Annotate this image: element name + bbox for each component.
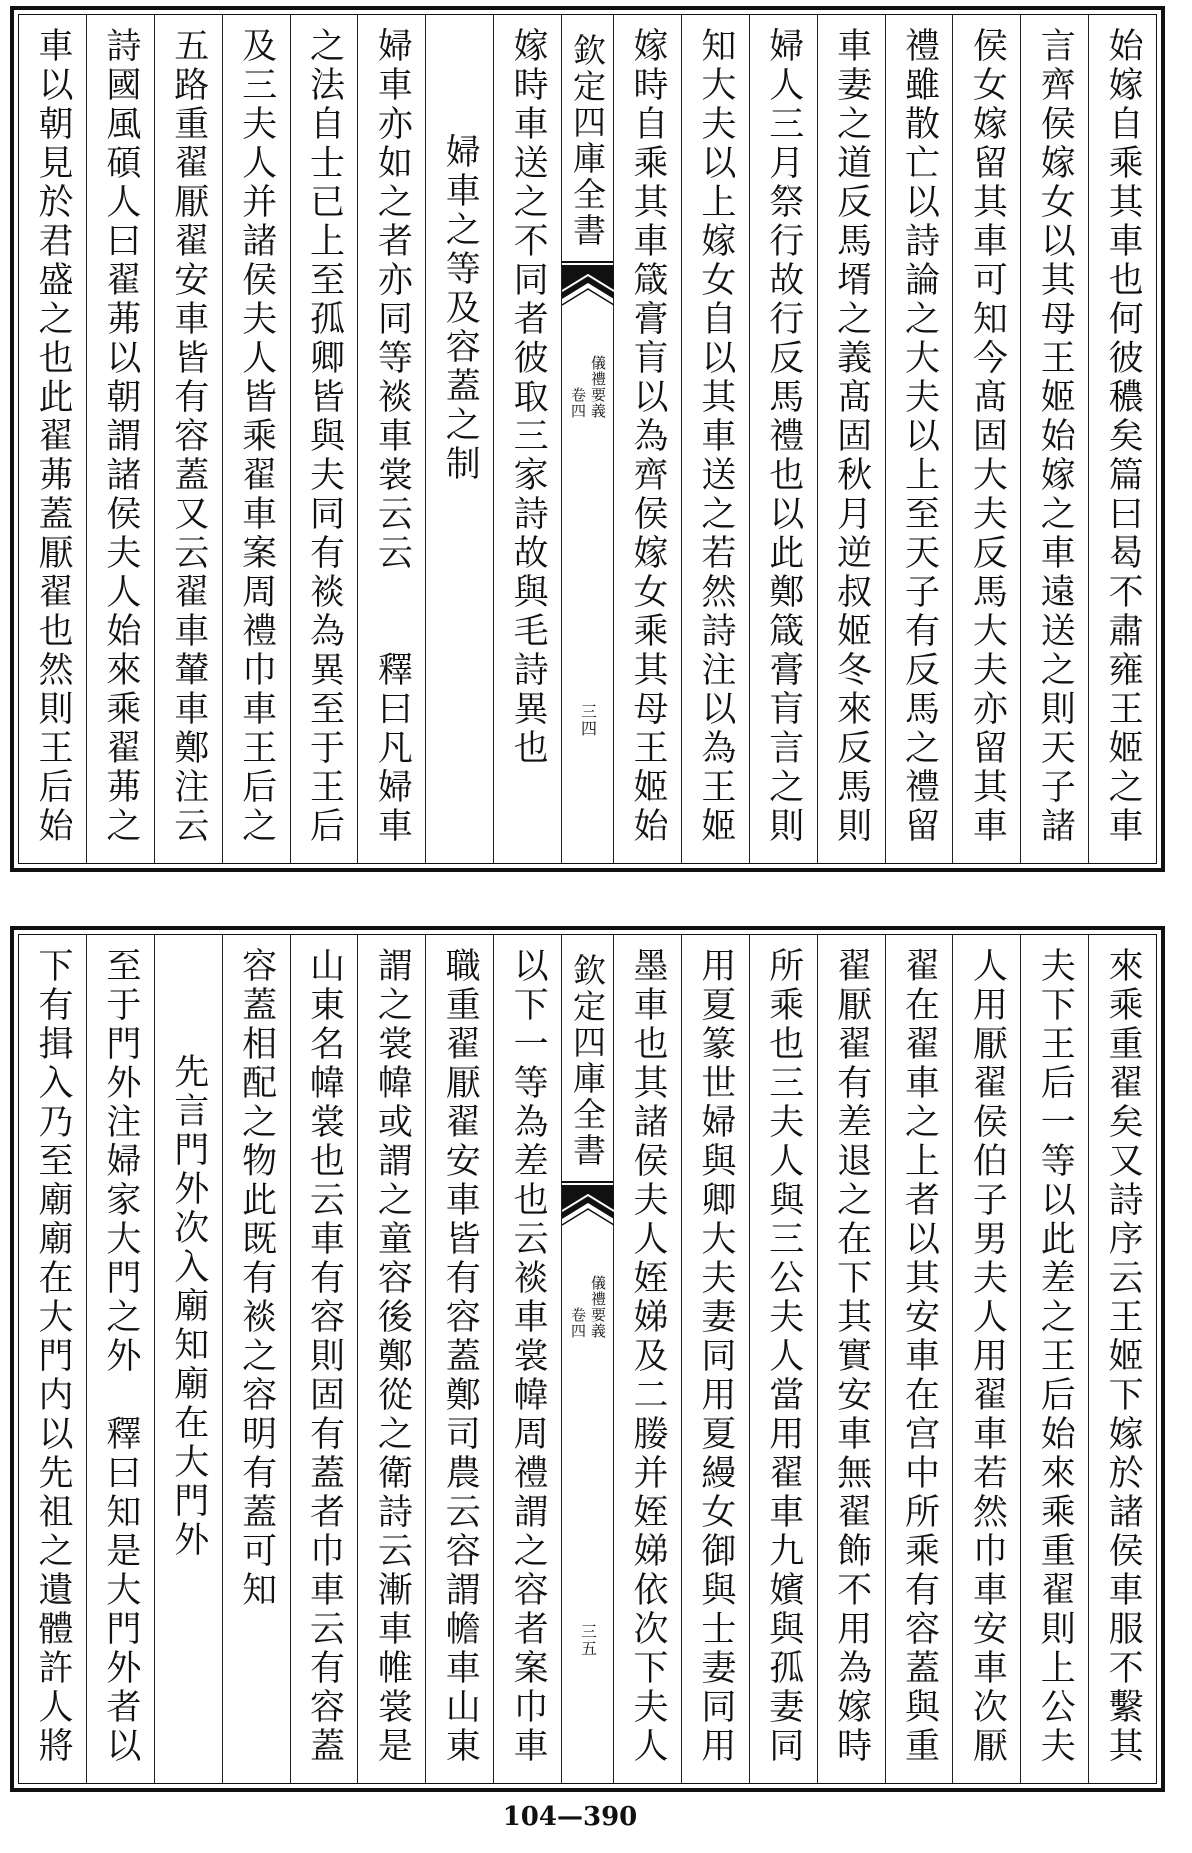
page-number: 三五 — [578, 1623, 598, 1657]
center-band — [561, 935, 613, 1783]
page-frame — [18, 934, 1157, 1784]
volume-label: 卷四 — [569, 387, 587, 419]
column-text: 侯女嫁留其車可知今髙固大夫反馬大夫亦留其車 — [967, 27, 1008, 846]
text-column — [681, 935, 749, 1783]
column-text: 嫁時車送之不同者彼取三家詩故與毛詩異也 — [508, 27, 549, 768]
book-title-block — [562, 355, 613, 419]
text-column — [86, 935, 154, 1783]
text-column — [19, 935, 86, 1783]
fishtail-mark-icon — [562, 1185, 614, 1227]
center-band — [561, 15, 613, 863]
column-text: 山東名幃裳也云車有容則固有蓋者巾車云有容蓋 — [304, 947, 345, 1766]
column-text: 容蓋相配之物此既有裧之容明有蓋可知 — [236, 947, 277, 1610]
section-heading: 婦車之等及容蓋之制 — [440, 133, 481, 484]
text-column — [357, 935, 425, 1783]
column-text: 知大夫以上嫁女自以其車送之若然詩注以為王姬 — [695, 27, 736, 846]
column-text: 以下一等為差也云裧車裳幃周禮謂之容者案巾車 — [508, 947, 549, 1766]
text-column — [222, 935, 290, 1783]
text-column — [1020, 935, 1088, 1783]
series-title: 欽定四庫全書 — [568, 953, 607, 1169]
column-text: 謂之裳幃或謂之童容後鄭從之衛詩云漸車帷裳是 — [372, 947, 413, 1766]
column-text: 五路重翟厭翟安車皆有容蓋又云翟車輦車鄭注云 — [168, 27, 209, 846]
text-column — [357, 15, 425, 863]
center-rule — [562, 1181, 613, 1183]
column-text: 始嫁自乘其車也何彼穠矣篇曰曷不肅雍王姬之車 — [1103, 27, 1144, 846]
footer-page-label: 104—390 — [502, 1802, 638, 1832]
column-text: 言齊侯嫁女以其母王姬始嫁之車遠送之則天子諸 — [1035, 27, 1076, 846]
column-text: 詩國風碩人曰翟茀以朝謂諸侯夫人始來乘翟茀之 — [100, 27, 141, 846]
text-column — [885, 15, 953, 863]
page-frame — [18, 14, 1157, 864]
text-column — [493, 15, 561, 863]
text-column — [885, 935, 953, 1783]
text-column — [1088, 15, 1156, 863]
column-text: 及三夫人并諸侯夫人皆乘翟車案周禮巾車王后之 — [236, 27, 277, 846]
column-text: 至于門外注婦家大門之外 釋曰知是大門外者以 — [100, 947, 141, 1766]
text-column — [425, 935, 493, 1783]
text-column — [86, 15, 154, 863]
text-column — [493, 935, 561, 1783]
book-title-block — [562, 1275, 613, 1339]
column-text: 婦人三月祭行故行反馬禮也以此鄭箴膏肓言之則 — [763, 27, 804, 846]
book-title: 儀禮要義 — [589, 1275, 607, 1339]
text-column — [222, 15, 290, 863]
column-text: 所乘也三夫人與三公夫人當用翟車九嬪與孤妻同 — [763, 947, 804, 1766]
column-text: 翟厭翟有差退之在下其實安車無翟飾不用為嫁時 — [831, 947, 872, 1766]
column-text: 之法自士已上至孤卿皆與夫同有裧為異至于王后 — [304, 27, 345, 846]
page-number: 三四 — [578, 703, 598, 737]
text-column — [1020, 15, 1088, 863]
center-rule — [562, 261, 613, 263]
column-text: 人用厭翟侯伯子男夫人用翟車若然巾車安車次厭 — [967, 947, 1008, 1766]
page-number-block — [562, 1623, 613, 1657]
column-text: 來乘重翟矣又詩序云王姬下嫁於諸侯車服不繫其 — [1103, 947, 1144, 1766]
section-heading: 先言門外次入廟知廟在大門外 — [168, 1053, 209, 1560]
text-column — [749, 15, 817, 863]
column-text: 車以朝見於君盛之也此翟茀蓋厭翟也然則王后始 — [32, 27, 73, 846]
column-text: 禮雖散亡以詩論之大夫以上至天子有反馬之禮留 — [899, 27, 940, 846]
column-text: 職重翟厭翟安車皆有容蓋鄭司農云容謂幨車山東 — [440, 947, 481, 1766]
series-title-block — [562, 953, 613, 1169]
page-panel-lower — [10, 926, 1165, 1792]
column-text: 墨車也其諸侯夫人姪娣及二媵并姪娣依次下夫人 — [627, 947, 668, 1766]
text-column — [613, 935, 681, 1783]
text-column — [290, 15, 358, 863]
series-title: 欽定四庫全書 — [568, 33, 607, 249]
text-column — [19, 15, 86, 863]
text-column — [817, 15, 885, 863]
page-panel-upper — [10, 6, 1165, 872]
book-title: 儀禮要義 — [589, 355, 607, 419]
text-column — [749, 935, 817, 1783]
section-heading-column — [154, 935, 222, 1783]
volume-label: 卷四 — [569, 1307, 587, 1339]
column-text: 車妻之道反馬壻之義髙固秋月逆叔姬冬來反馬則 — [831, 27, 872, 846]
column-text: 翟在翟車之上者以其安車在宫中所乘有容蓋與重 — [899, 947, 940, 1766]
text-column — [817, 935, 885, 1783]
page-number-block — [562, 703, 613, 737]
column-text: 用夏篆世婦與卿大夫妻同用夏縵女御與士妻同用 — [695, 947, 736, 1766]
text-column — [952, 15, 1020, 863]
series-title-block — [562, 33, 613, 249]
text-column — [1088, 935, 1156, 1783]
column-text: 下有揖入乃至廟廟在大門内以先祖之遺體許人將 — [32, 947, 73, 1766]
column-text: 夫下王后一等以此差之王后始來乘重翟則上公夫 — [1035, 947, 1076, 1766]
text-column — [681, 15, 749, 863]
fishtail-mark-icon — [562, 265, 614, 307]
section-heading-column — [425, 15, 493, 863]
text-column — [613, 15, 681, 863]
text-column — [952, 935, 1020, 1783]
column-text: 嫁時自乘其車箴膏肓以為齊侯嫁女乘其母王姬始 — [627, 27, 668, 846]
text-column — [290, 935, 358, 1783]
text-column — [154, 15, 222, 863]
column-text: 婦車亦如之者亦同等裧車裳云云 釋曰凡婦車 — [372, 27, 413, 846]
